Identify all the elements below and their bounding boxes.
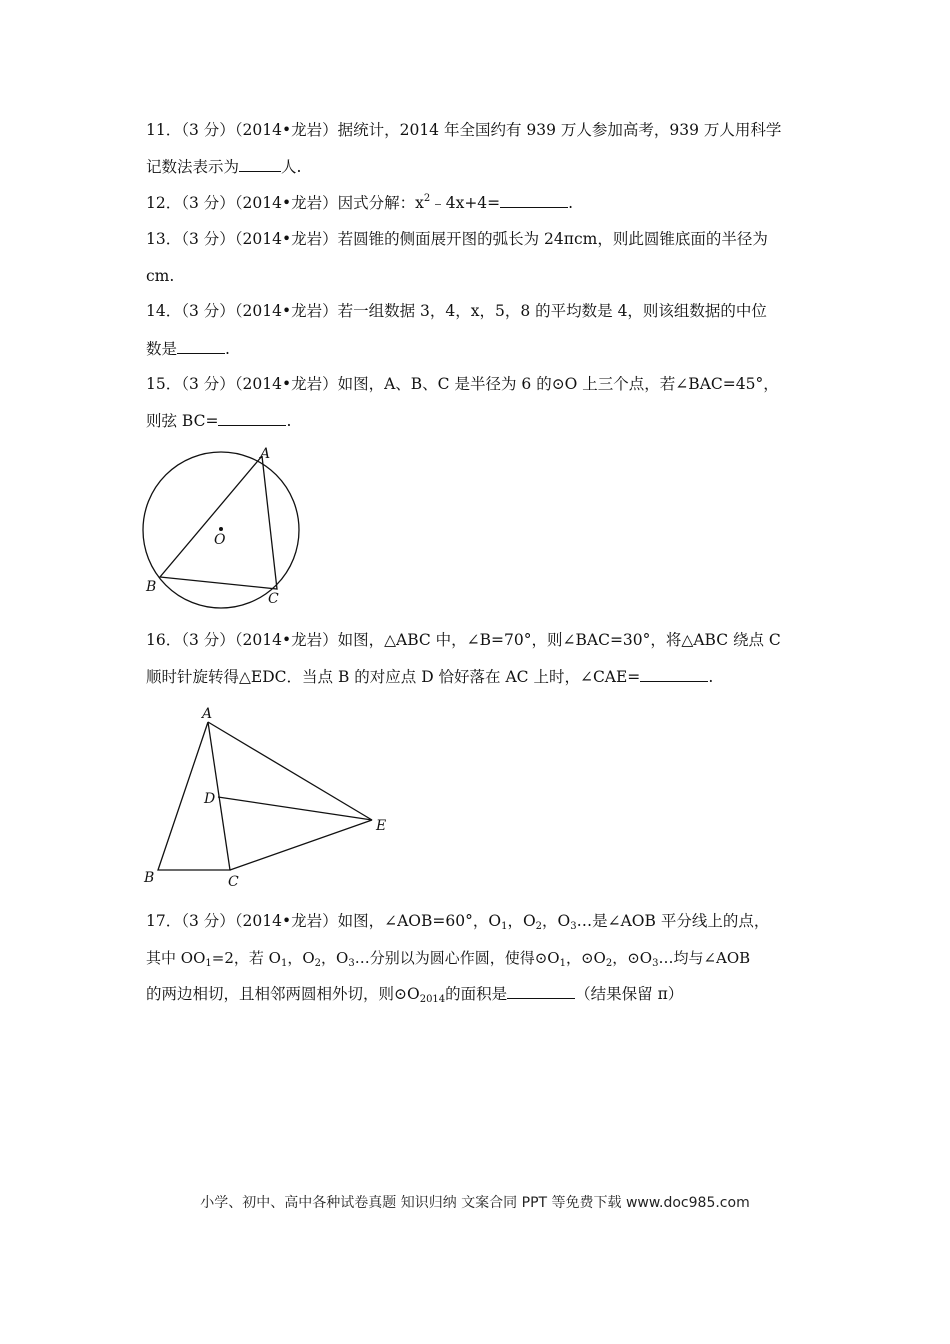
label-c: C [228,874,239,890]
label-o: O [214,532,226,548]
answer-blank [640,667,708,682]
q11-text-end: 人. [281,158,302,176]
subscript: 3 [652,958,659,969]
q17-text: 的面积是 [445,985,508,1003]
q12-text: 12．（3 分）（2014•龙岩）因式分解：x [146,194,424,212]
q17-text: ，O [507,912,536,930]
label-c: C [268,591,279,607]
q17-text: =2，若 O [211,949,281,967]
triangle-edc [218,797,372,870]
answer-blank [177,339,225,354]
q17-text: ，O [542,912,571,930]
q12-text-end: . [568,194,574,212]
triangle-abc [160,456,277,589]
subscript: 2 [314,958,321,969]
q15-text-end: . [286,412,292,430]
q16-text-end: . [708,668,714,686]
subscript: 2 [535,921,543,932]
q14-line1: 14．（3 分）（2014•龙岩）若一组数据 3，4，x，5，8 的平均数是 4，则该组数据的中位 [146,302,767,320]
q17-text: 的两边相切，且相邻两圆相外切，则⊙O [146,985,420,1003]
q17-line3 [146,984,683,1004]
q15-line2 [146,411,291,431]
subscript: 1 [501,921,508,932]
q11-line1: 11．（3 分）（2014•龙岩）据统计，2014 年全国约有 939 万人参加高考，939 万人用科学 [146,121,782,139]
q17-text: …分别以为圆心作圆，使得⊙O [354,949,560,967]
q16-line2 [146,667,713,687]
subscript: 1 [280,958,288,969]
q16-line1: 16．（3 分）（2014•龙岩）如图，△ABC 中，∠B=70°，则∠BAC=30°，将△ABC 绕点 C [146,631,781,649]
q17-text: ，O [321,949,349,967]
q17-text: …是∠AOB 平分线上的点， [576,912,770,930]
subscript: 2014 [419,994,446,1005]
answer-blank [239,157,281,172]
q15-line1: 15．（3 分）（2014•龙岩）如图，A、B、C 是半径为 6 的⊙O 上三个点，若∠BAC=45°， [146,375,779,393]
q15-circle-figure [136,440,311,612]
label-a: A [260,446,271,462]
subscript: 3 [348,958,355,969]
q11-text: 记数法表示为 [146,158,240,176]
q17-text: ，⊙O [565,949,606,967]
q17-line2 [146,948,750,968]
triangle-abc [158,722,230,870]
answer-blank [218,411,286,426]
subscript: 1 [559,958,566,969]
q15-text: 则弦 BC= [146,412,219,430]
q17-text: ，⊙O [612,949,653,967]
answer-blank [500,193,568,208]
subscript: 3 [570,921,577,932]
answer-blank [507,984,575,999]
segment-ae [208,722,372,820]
label-b: B [144,870,155,886]
q17-line1 [146,911,769,931]
q12-text-b: ﹣4x+4= [430,194,501,212]
center-point [219,527,223,531]
q14-text: 数是 [146,340,178,358]
q14-line2 [146,339,230,359]
q17-text: 17．（3 分）（2014•龙岩）如图，∠AOB=60°，O [146,912,502,930]
label-d: D [204,791,216,807]
q14-text-end: . [225,340,230,358]
q12-line [146,193,573,213]
q11-line2 [146,157,301,177]
label-e: E [376,818,387,834]
label-b: B [146,579,157,595]
q16-text: 顺时针旋转得△EDC．当点 B 的对应点 D 恰好落在 AC 上时，∠CAE= [146,668,641,686]
label-a: A [202,706,213,722]
q17-text: （结果保留 π） [575,985,684,1003]
q17-text: 其中 OO [146,949,206,967]
q12-exponent: 2 [423,193,431,204]
subscript: 1 [205,958,212,969]
q17-text: ，O [287,949,315,967]
q13-line2: cm. [146,267,175,285]
page-footer: 小学、初中、高中各种试卷真题 知识归纳 文案合同 PPT 等免费下载 www.doc985.com [200,1195,750,1211]
q16-triangle-figure [136,700,396,895]
q13-line1: 13．（3 分）（2014•龙岩）若圆锥的侧面展开图的弧长为 24πcm，则此圆锥底面的半径为 [146,230,768,248]
subscript: 2 [605,958,613,969]
q17-text: …均与∠AOB [658,949,751,967]
